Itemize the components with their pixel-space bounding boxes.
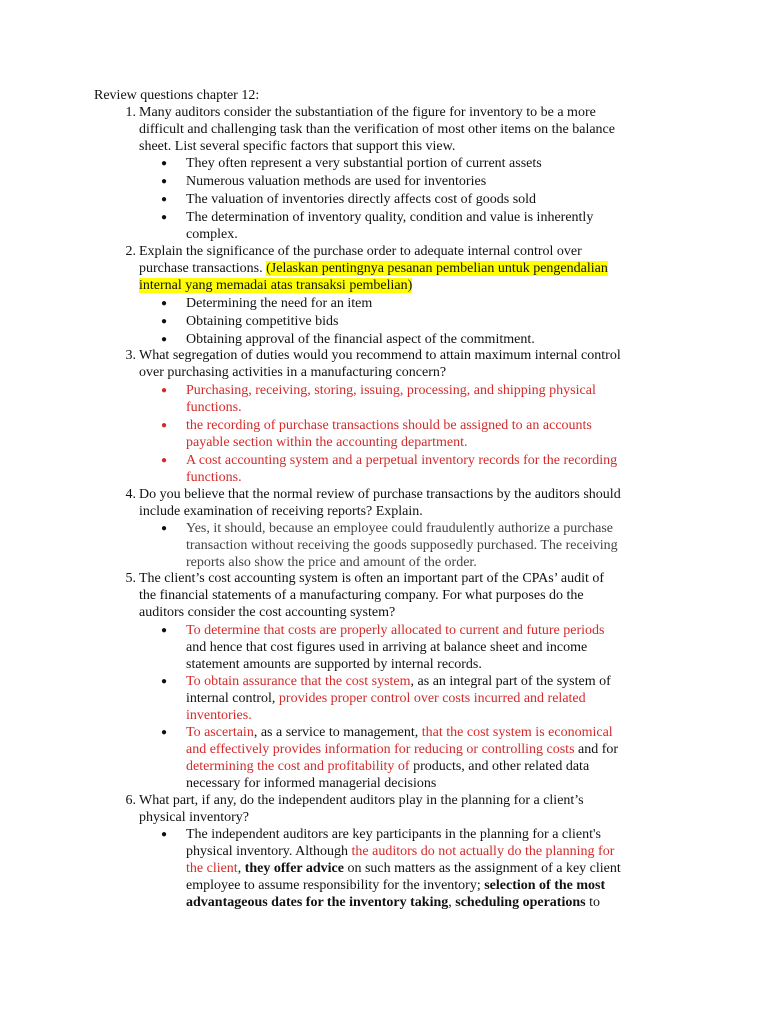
q6-answer-line-2-text: physical inventory. Although [186,844,349,859]
q6-answer-line-3-comma: , [237,861,242,876]
question-5-number: 5. [125,571,136,586]
question-2-translation-highlight-1: (Jelaskan pentingnya pesanan pembelian untuk pengendalian [266,261,608,276]
bullet-dot: ● [161,158,168,169]
question-5-line-2: the financial statements of a manufacturing company. For what purposes do the [139,588,584,603]
q5-answer-3-line-2 [186,741,618,758]
question-3-number: 3. [125,348,136,363]
bullet-dot: ● [161,727,168,738]
q6-answer-line-5-comma: , [448,895,452,910]
q2-answer-2: Obtaining competitive bids [186,314,339,329]
q3-answer-2-line-1: the recording of purchase transactions should be assigned to an accounts [186,418,592,433]
question-2-line-2-text: purchase transactions. [139,261,263,276]
q5-answer-3-black-1: , as a service to management, [253,725,419,740]
question-2-line-1: Explain the significance of the purchase order to adequate internal control over [139,244,582,259]
question-6-line-2: physical inventory? [139,810,250,825]
q4-answer-line-3: reports also show the price and amount of the order. [186,555,477,570]
q1-answer-4-line-1: The determination of inventory quality, condition and value is inherently [186,210,594,225]
question-2-number: 2. [125,244,136,259]
q5-answer-1-line-2: and hence that cost figures used in arriving at balance sheet and income [186,640,588,655]
question-6-line-1: What part, if any, do the independent auditors play in the planning for a client’s [139,793,584,808]
q5-answer-3-black-3: products, and other related data [413,759,590,774]
bullet-dot: ● [161,455,168,466]
bullet-dot: ● [161,385,168,396]
bullet-dot: ● [161,420,168,431]
q5-answer-3-red-3: and effectively provides information for reducing or controlling costs [186,742,575,757]
q6-answer-line-4-bold: selection of the most [484,878,606,893]
q6-answer-line-4-text: employee to assume responsibility for the inventory; [186,878,481,893]
q5-answer-3-red-1: To ascertain [186,725,254,740]
q5-answer-1-line-1: To determine that costs are properly allocated to current and future periods [186,623,605,638]
q5-answer-3-red-4: determining the cost and profitability of [186,759,410,774]
q5-answer-2-line-3: inventories. [186,708,252,723]
q5-answer-3-line-4: necessary for informed managerial decisions [186,776,437,791]
bullet-dot: ● [161,676,168,687]
q6-answer-line-5-bold-1: advantageous dates for the inventory taking [186,895,449,910]
q5-answer-3-line-3 [186,758,589,775]
q3-answer-3-line-1: A cost accounting system and a perpetual inventory records for the recording [186,453,618,468]
q6-answer-line-2 [186,843,614,860]
q6-answer-line-1: The independent auditors are key participants in the planning for a client's [186,827,601,842]
q1-answer-4-line-2: complex. [186,227,238,242]
q6-answer-line-5-rest: to [589,895,600,910]
q5-answer-2-red-2: provides proper control over costs incurred and related [278,691,586,706]
q2-answer-3: Obtaining approval of the financial aspect of the commitment. [186,332,535,347]
question-5-line-1: The client’s cost accounting system is often an important part of the CPAs’ audit of [139,571,605,586]
bullet-dot: ● [161,625,168,636]
q3-answer-1-line-2: functions. [186,400,242,415]
bullet-dot: ● [161,176,168,187]
question-2-line-2 [139,260,608,277]
question-2-translation-highlight-2: internal yang memadai atas transaksi pembelian) [139,278,413,293]
q5-answer-2-black-1: , as an integral part of the system of [410,674,611,689]
q5-answer-3-black-2: and for [578,742,619,757]
question-1-line-3: sheet. List several specific factors that support this view. [139,139,456,154]
q5-answer-2-red-1: To obtain assurance that the cost system [186,674,411,689]
document-title: Review questions chapter 12: [94,88,260,103]
question-1-number: 1. [125,105,136,120]
q5-answer-2-black-2: internal control, [186,691,276,706]
question-5-line-3: auditors consider the cost accounting system? [139,605,396,620]
bullet-dot: ● [161,316,168,327]
question-2-line-3 [139,277,412,294]
q6-answer-line-3-red: the client [186,861,238,876]
question-1-line-1: Many auditors consider the substantiation of the figure for inventory to be a more [139,105,596,120]
q6-answer-line-3 [186,860,621,877]
q6-answer-line-4 [186,877,605,894]
bullet-dot: ● [161,334,168,345]
question-3-line-1: What segregation of duties would you recommend to attain maximum internal control [139,348,621,363]
question-4-number: 4. [125,487,136,502]
question-3-line-2: over purchasing activities in a manufacturing concern? [139,365,447,380]
bullet-dot: ● [161,829,168,840]
q3-answer-1-line-1: Purchasing, receiving, storing, issuing, processing, and shipping physical [186,383,596,398]
q4-answer-line-2: transaction without receiving the goods supposedly purchased. The receiving [186,538,618,553]
q6-answer-line-5 [186,894,600,911]
bullet-dot: ● [161,212,168,223]
q1-answer-1: They often represent a very substantial portion of current assets [186,156,542,171]
q3-answer-2-line-2: payable section within the accounting department. [186,435,468,450]
q6-answer-line-3-bold: they offer advice [244,861,344,876]
q6-answer-line-2-red: the auditors do not actually do the planning for [351,844,615,859]
bullet-dot: ● [161,194,168,205]
q5-answer-2-line-2 [186,690,586,707]
question-4-line-2: include examination of receiving reports? Explain. [139,504,423,519]
q6-answer-line-5-bold-2: scheduling operations [455,895,586,910]
q2-answer-1: Determining the need for an item [186,296,373,311]
bullet-dot: ● [161,298,168,309]
q1-answer-2: Numerous valuation methods are used for inventories [186,174,487,189]
question-6-number: 6. [125,793,136,808]
q6-answer-line-3-rest: on such matters as the assignment of a key client [347,861,621,876]
q5-answer-3-line-1 [186,724,613,741]
q1-answer-3: The valuation of inventories directly affects cost of goods sold [186,192,537,207]
q4-answer-line-1: Yes, it should, because an employee could fraudulently authorize a purchase [186,521,613,536]
question-1-line-2: difficult and challenging task than the verification of most other items on the balance [139,122,615,137]
bullet-dot: ● [161,523,168,534]
q3-answer-3-line-2: functions. [186,470,242,485]
q5-answer-1-line-3: statement amounts are supported by internal records. [186,657,482,672]
q5-answer-3-red-2: that the cost system is economical [421,725,613,740]
q5-answer-2-line-1 [186,673,611,690]
question-4-line-1: Do you believe that the normal review of purchase transactions by the auditors should [139,487,621,502]
